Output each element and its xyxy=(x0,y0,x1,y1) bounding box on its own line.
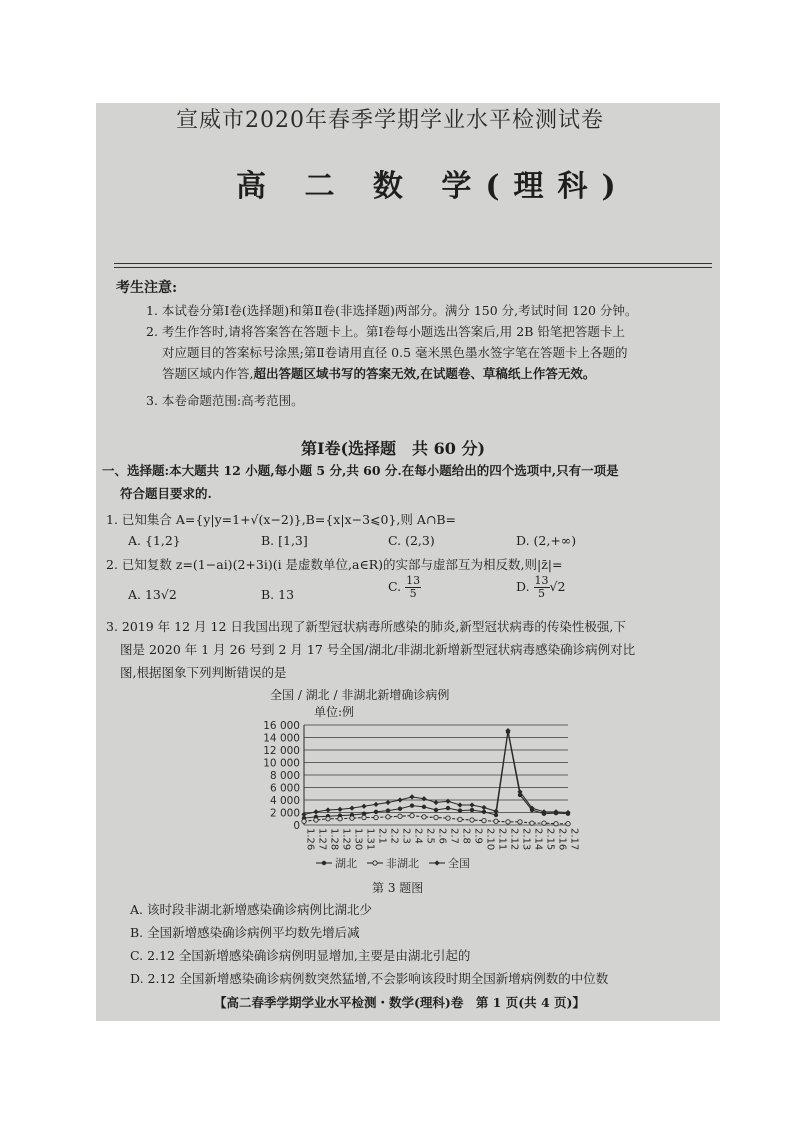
chart-y-tick-label: 8 000 xyxy=(269,770,300,782)
chart-y-tick-label: 12 000 xyxy=(263,745,300,757)
notice-item-2-line-1: 2. 考生作答时,请将答案答在答题卡上。第Ⅰ卷每小题选出答案后,用 2B 铅笔把答题卡上 xyxy=(146,324,625,339)
q2-option-b: B. 13 xyxy=(261,587,295,602)
chart-point xyxy=(338,817,342,821)
covid-cases-line-chart xyxy=(246,715,586,875)
chart-point xyxy=(373,802,378,807)
chart-point xyxy=(398,807,402,811)
chart-legend-label: 湖北 xyxy=(335,857,357,870)
chart-x-tick-label: 2.12 xyxy=(508,828,520,851)
q1-option-b: B. [1,3] xyxy=(261,533,308,548)
chart-x-tick-label: 2.15 xyxy=(544,828,556,851)
chart-title: 全国 / 湖北 / 非湖北新增确诊病例 xyxy=(270,688,450,702)
chart-legend-label: 非湖北 xyxy=(386,857,419,870)
q3-stem-line-3: 图,根据图象下列判断错误的是 xyxy=(120,665,287,680)
chart-y-tick-label: 4 000 xyxy=(269,795,300,807)
chart-x-tick-label: 2.4 xyxy=(412,828,424,844)
chart-x-tick-label: 2.9 xyxy=(472,828,484,844)
chart-legend-marker xyxy=(373,861,377,865)
chart-point xyxy=(409,794,414,799)
q3-stem-line-1: 3. 2019 年 12 月 12 日我国出现了新型冠状病毒所感染的肺炎,新型冠状病毒的传染性极强,下 xyxy=(106,619,626,634)
chart-point xyxy=(481,805,486,810)
section-title: 第Ⅰ卷(选择题 共 60 分) xyxy=(301,439,486,458)
chart-point xyxy=(482,810,486,814)
q2-option-d-suffix: √2 xyxy=(549,579,566,594)
chart-point xyxy=(398,814,402,818)
chart-point xyxy=(313,809,318,814)
notice-item-3: 3. 本卷命题范围:高考范围。 xyxy=(146,393,304,408)
notice-item-2-line-3 xyxy=(162,364,595,382)
chart-y-tick-label: 6 000 xyxy=(269,782,300,795)
chart-unit: 单位:例 xyxy=(314,705,355,719)
q2-option-c-fraction xyxy=(405,575,421,600)
q2-option-d-prefix: D. xyxy=(516,579,530,594)
chart-x-tick-label: 2.2 xyxy=(388,828,400,844)
chart-point xyxy=(554,822,558,826)
double-rule-top xyxy=(114,263,712,264)
chart-point xyxy=(434,808,438,812)
q2-option-c xyxy=(388,575,421,600)
q2-option-c-denominator: 5 xyxy=(409,587,417,600)
chart-point xyxy=(386,808,390,812)
chart-point xyxy=(470,818,474,822)
chart-point xyxy=(434,815,438,819)
chart-y-tick-label: 2 000 xyxy=(269,807,300,820)
page-footer: 【高二春季学期学业水平检测・数学(理科)卷 第 1 页(共 4 页)】 xyxy=(214,995,585,1010)
chart-point xyxy=(458,808,462,812)
subject-title: 高 二 数 学(理科) xyxy=(236,169,630,204)
chart-point xyxy=(542,821,546,825)
chart-point xyxy=(374,810,378,814)
q2-option-d-numerator: 13 xyxy=(534,574,549,587)
notice-item-2-line-3b: 超出答题区域书写的答案无效,在试题卷、草稿纸上作答无效。 xyxy=(253,366,596,381)
chart-point xyxy=(422,815,426,819)
chart-x-tick-label: 2.1 xyxy=(376,828,388,844)
q3-option-c: C. 2.12 全国新增感染确诊病例明显增加,主要是由湖北引起的 xyxy=(130,948,471,963)
q3-option-b: B. 全国新增感染确诊病例平均数先增后减 xyxy=(130,925,360,940)
section-intro-line-2: 符合题目要求的. xyxy=(120,486,212,501)
chart-point xyxy=(326,817,330,821)
chart-x-tick-label: 2.14 xyxy=(532,828,544,851)
chart-point xyxy=(362,815,366,819)
chart-legend-marker xyxy=(434,860,439,865)
chart-point xyxy=(421,796,426,801)
q2-option-c-prefix: C. xyxy=(388,579,402,594)
chart-point xyxy=(397,797,402,802)
chart-point xyxy=(506,820,510,824)
chart-point xyxy=(349,806,354,811)
chart-y-tick-label: 0 xyxy=(293,820,300,832)
chart-x-tick-label: 2.17 xyxy=(568,828,580,851)
chart-point xyxy=(422,805,426,809)
chart-x-tick-label: 2.8 xyxy=(460,828,472,844)
chart-y-tick-label: 10 000 xyxy=(263,757,300,770)
figure-caption: 第 3 题图 xyxy=(372,881,424,895)
chart-x-tick-label: 2.13 xyxy=(520,828,532,851)
chart-point xyxy=(446,816,450,820)
chart-x-tick-label: 1.31 xyxy=(364,828,376,851)
q1-stem: 1. 已知集合 A={y|y=1+√(x−2)},B={x|x−3⩽0},则 A∩B= xyxy=(106,512,457,527)
chart-point xyxy=(325,807,330,812)
chart-point xyxy=(386,815,390,819)
chart-point xyxy=(446,806,450,810)
chart-point xyxy=(410,803,414,807)
q2-option-d-denominator: 5 xyxy=(538,587,546,600)
q1-option-a: A. {1,2} xyxy=(128,533,181,548)
chart-point xyxy=(566,822,570,826)
chart-point xyxy=(494,819,498,823)
chart-x-tick-label: 2.11 xyxy=(496,828,508,851)
q1-option-d: D. (2,+∞) xyxy=(516,533,577,548)
chart-point xyxy=(482,818,486,822)
notice-item-2-line-2: 对应题目的答案标号涂黑;第Ⅱ卷请用直径 0.5 毫米黑色墨水签字笔在答题卡上各题的 xyxy=(162,345,628,360)
chart-x-tick-label: 1.27 xyxy=(316,828,328,851)
chart-x-tick-label: 1.29 xyxy=(340,828,352,851)
chart-point xyxy=(361,804,366,809)
chart-point xyxy=(457,802,462,807)
chart-point xyxy=(314,818,318,822)
chart-point xyxy=(410,813,414,817)
chart-point xyxy=(445,799,450,804)
q2-option-a: A. 13√2 xyxy=(128,587,177,602)
chart-x-tick-label: 2.7 xyxy=(448,828,460,844)
chart-x-tick-label: 2.16 xyxy=(556,828,568,851)
chart-point xyxy=(518,820,522,824)
chart-point xyxy=(302,819,306,823)
chart-point xyxy=(458,817,462,821)
notice-heading: 考生注意: xyxy=(116,280,178,296)
q3-stem-line-2: 图是 2020 年 1 月 26 号到 2 月 17 号全国/湖北/非湖北新增新型冠状病毒感染确诊病例对比 xyxy=(120,642,636,657)
chart-point xyxy=(337,807,342,812)
q2-option-d xyxy=(516,575,565,600)
double-rule-bottom xyxy=(114,267,712,268)
chart-point xyxy=(433,800,438,805)
chart-x-tick-label: 1.30 xyxy=(352,828,364,851)
section-intro-line-1: 一、选择题:本大题共 12 小题,每小题 5 分,共 60 分.在每小题给出的四个选项中,只有一项是 xyxy=(102,463,619,478)
chart-point xyxy=(350,816,354,820)
q3-option-d: D. 2.12 全国新增感染确诊病例数突然猛增,不会影响该段时期全国新增病例数的中位数 xyxy=(130,971,609,986)
chart-x-tick-label: 2.10 xyxy=(484,828,496,851)
chart-legend-label: 全国 xyxy=(448,857,470,870)
chart-point xyxy=(470,808,474,812)
q1-option-c: C. (2,3) xyxy=(388,533,435,548)
chart-point xyxy=(493,809,498,814)
notice-item-2-line-3a: 答题区域内作答, xyxy=(162,366,254,381)
exam-title: 宣威市2020年春季学期学业水平检测试卷 xyxy=(176,108,604,133)
chart-point xyxy=(469,802,474,807)
chart-y-tick-label: 16 000 xyxy=(263,720,300,732)
chart-x-tick-label: 2.3 xyxy=(400,828,412,844)
chart-x-tick-label: 1.26 xyxy=(304,828,316,851)
notice-item-1: 1. 本试卷分第Ⅰ卷(选择题)和第Ⅱ卷(非选择题)两部分。满分 150 分,考试时间 120 分钟。 xyxy=(146,303,638,318)
chart-legend-marker xyxy=(322,861,326,865)
q2-option-c-numerator: 13 xyxy=(406,574,421,587)
chart-x-tick-label: 2.5 xyxy=(424,828,436,844)
chart-y-tick-label: 14 000 xyxy=(263,732,300,745)
q2-stem: 2. 已知复数 z=(1−ai)(2+3i)(i 是虚数单位,a∈R)的实部与虚部互为相反数,则|z̄|= xyxy=(106,557,563,572)
chart-point xyxy=(374,815,378,819)
q3-option-a: A. 该时段非湖北新增感染确诊病例比湖北少 xyxy=(130,902,372,917)
chart-x-tick-label: 1.28 xyxy=(328,828,340,851)
chart-x-tick-label: 2.6 xyxy=(436,828,448,844)
chart-point xyxy=(530,821,534,825)
exam-paper xyxy=(96,103,720,1021)
q2-option-d-fraction xyxy=(534,575,550,600)
chart-point xyxy=(385,800,390,805)
